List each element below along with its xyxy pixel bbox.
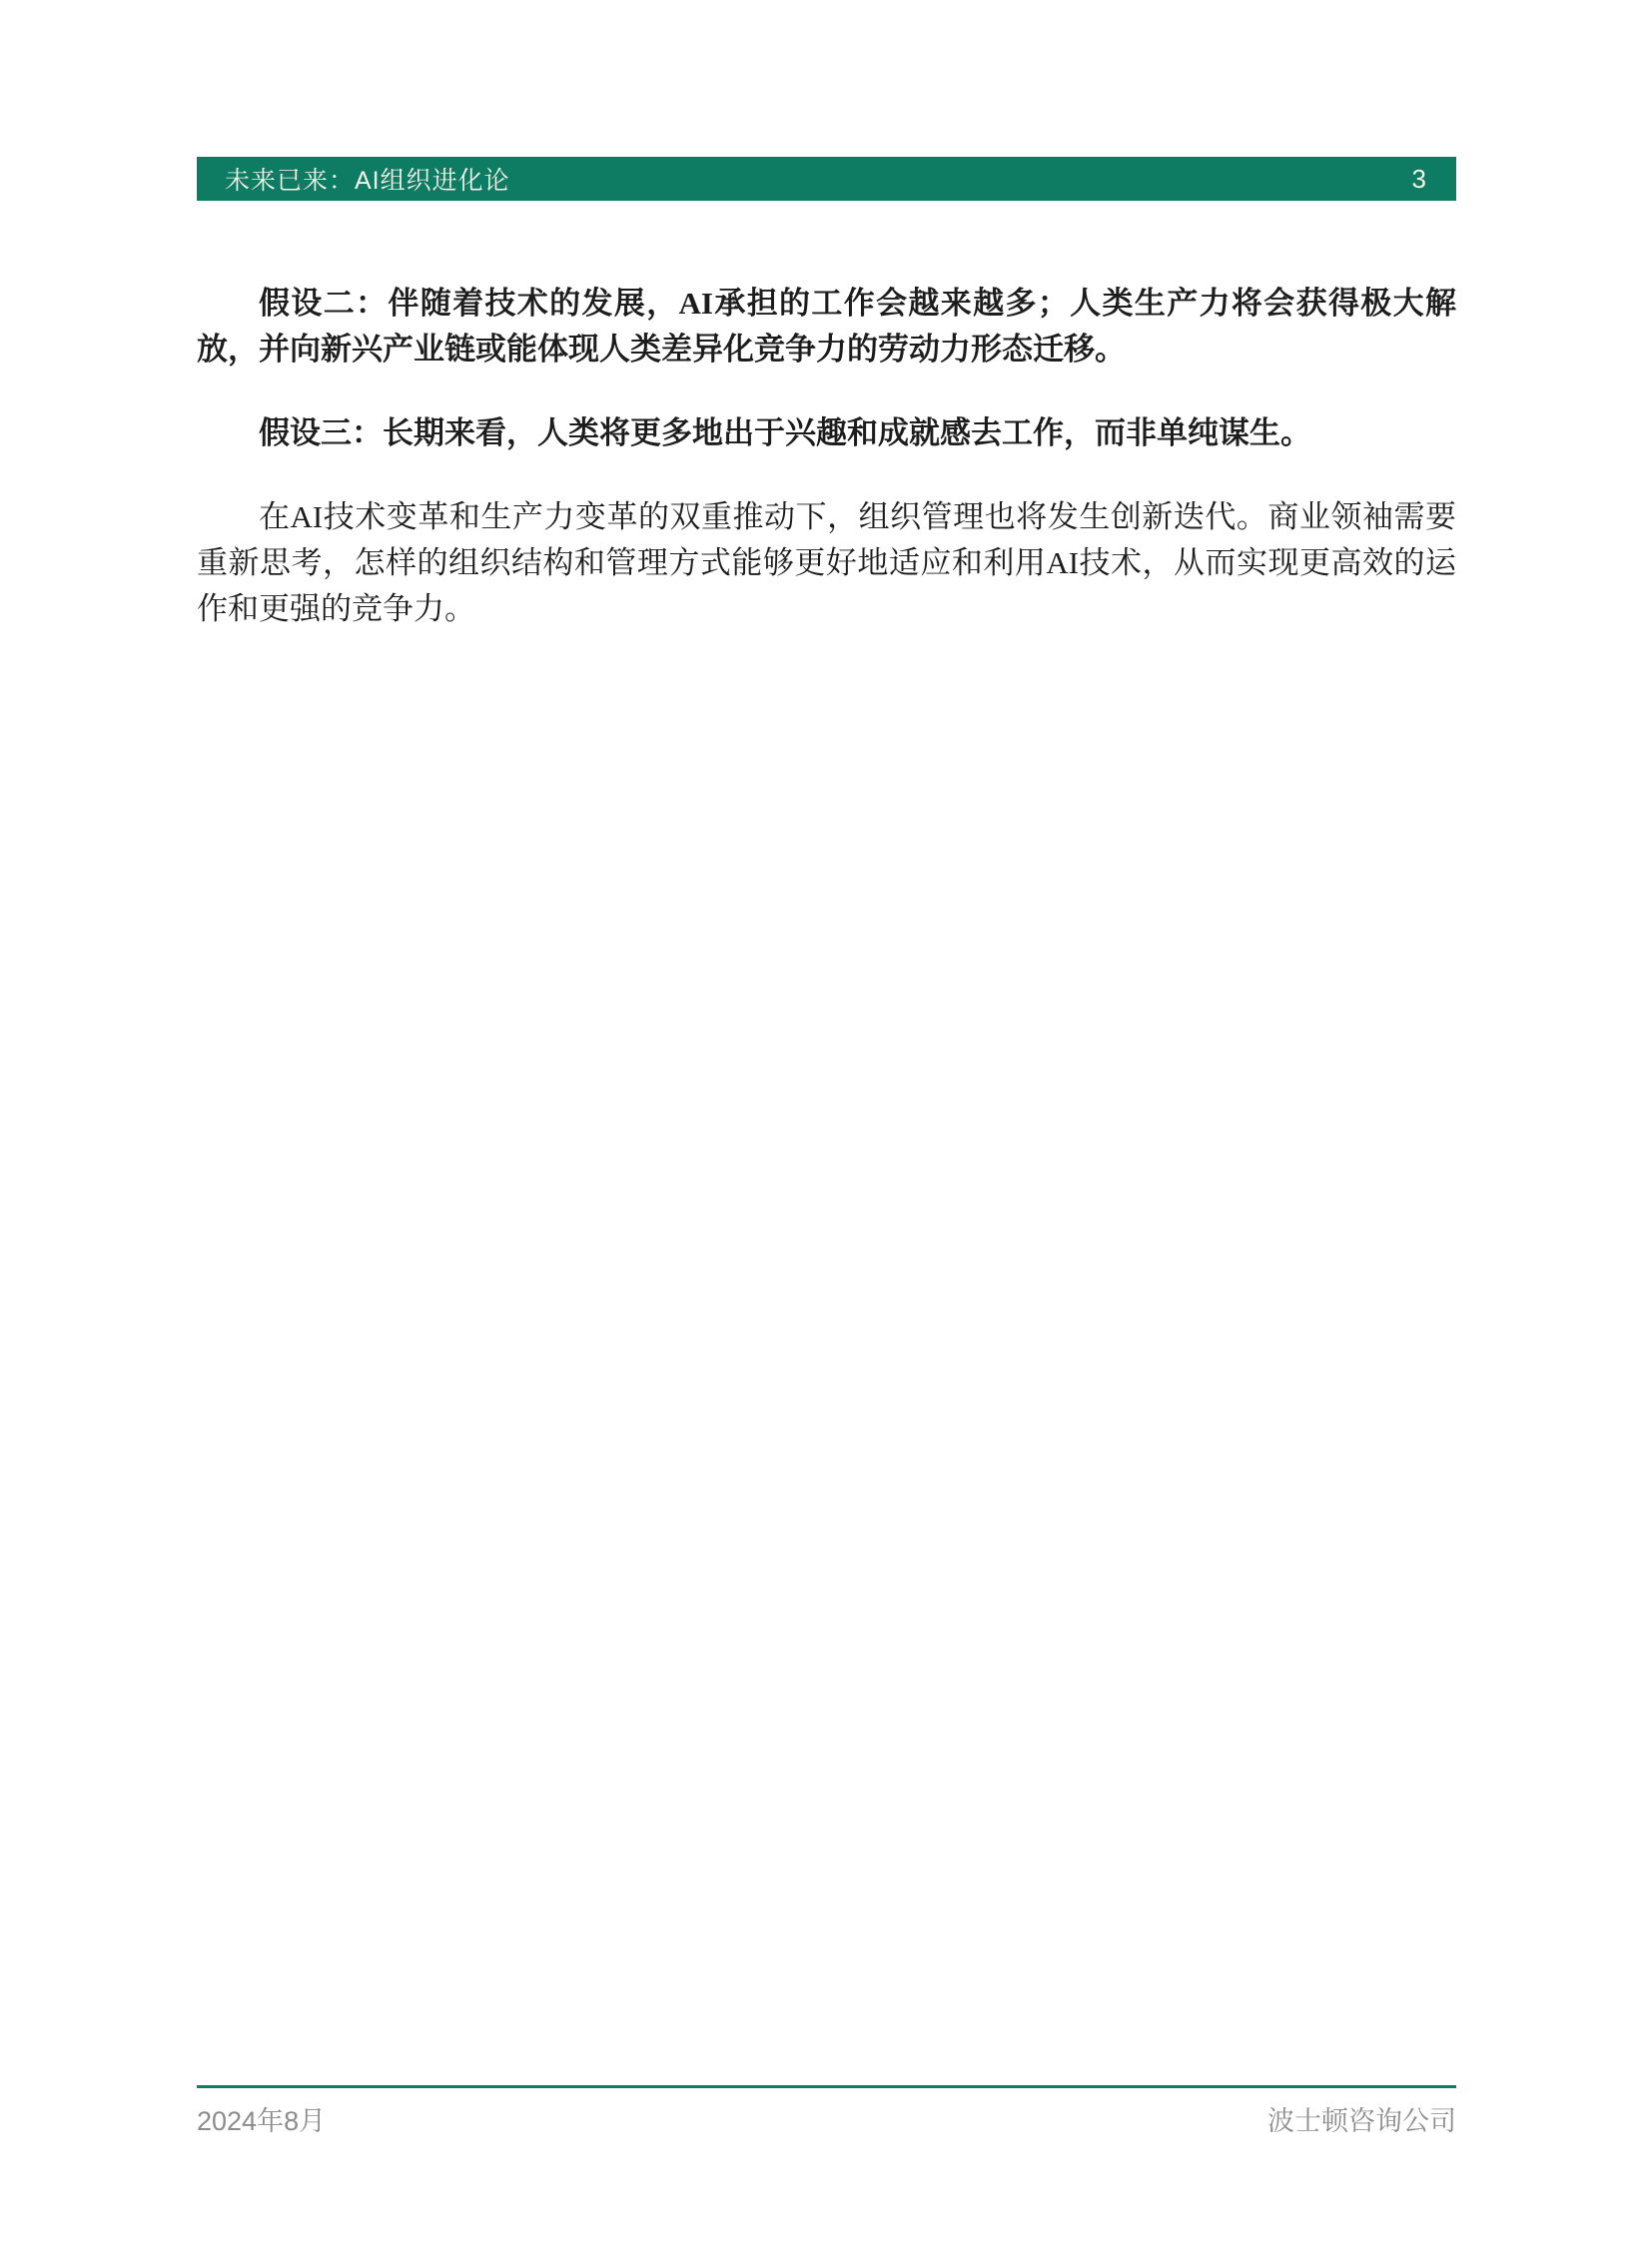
paragraph-text: 长期来看，人类将更多地出于兴趣和成就感去工作，而非单纯谋生。 — [383, 415, 1311, 450]
paragraph-conclusion — [197, 494, 1456, 632]
page-number: 3 — [1411, 163, 1426, 194]
paragraph-hypothesis-three — [197, 410, 1456, 456]
paragraph-hypothesis-two — [197, 281, 1456, 373]
paragraph-text: 伴随着技术的发展，AI承担的工作会越来越多；人类生产力将会获得极大解放，并向新兴产业链或能体现人类差异化竞争力的劳动力形态迁移。 — [197, 286, 1457, 367]
paragraph-lead-label: 假设二： — [259, 286, 389, 321]
footer-company: 波士顿咨询公司 — [1267, 2106, 1456, 2136]
page-footer — [197, 2085, 1456, 2138]
paragraph-lead-label: 假设三： — [259, 415, 383, 450]
footer-date: 2024年8月 — [197, 2106, 327, 2136]
paragraph-text: 在AI技术变革和生产力变革的双重推动下，组织管理也将发生创新迭代。商业领袖需要重新思考，怎样的组织结构和管理方式能够更好地适应和利用AI技术，从而实现更高效的运作和更强的竞争力。 — [197, 499, 1456, 626]
body-content — [197, 281, 1456, 670]
page-header-bar — [197, 157, 1456, 201]
running-header-title: 未来已来：AI组织进化论 — [225, 167, 510, 195]
